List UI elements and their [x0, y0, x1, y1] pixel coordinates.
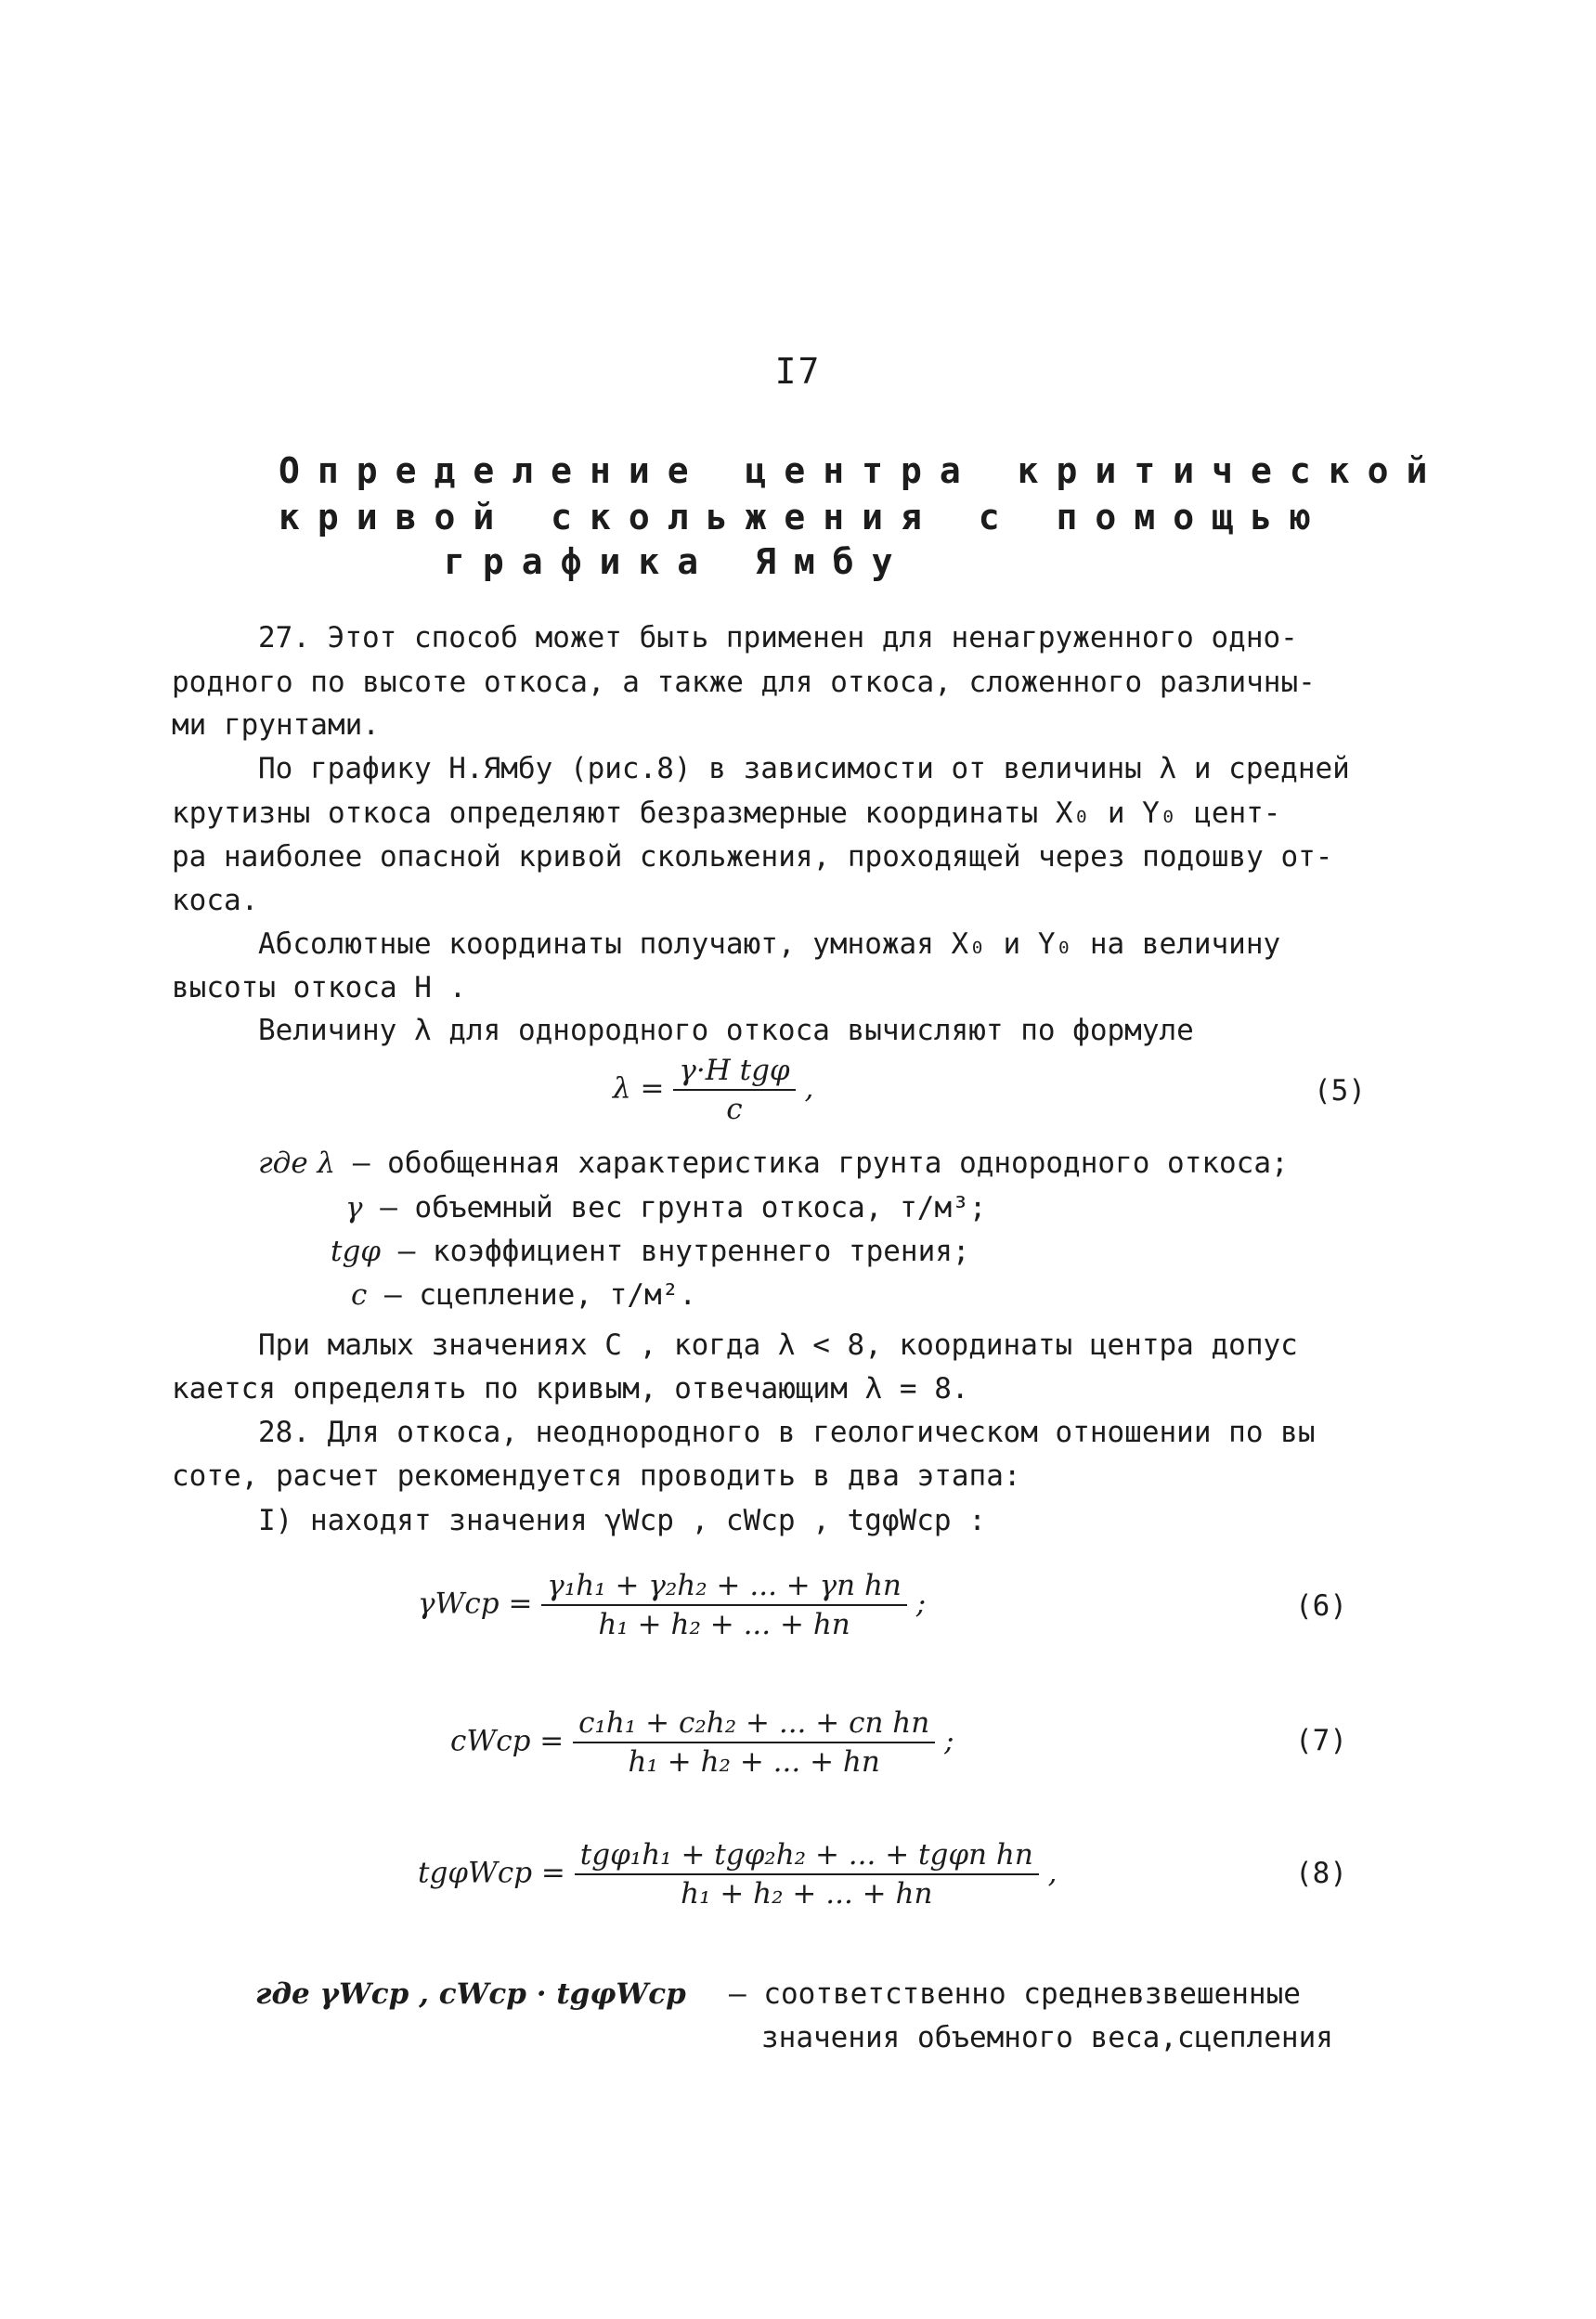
- formula-5-number: (5): [1314, 1074, 1366, 1108]
- paragraph-27-line-2: родного по высоте откоса, а также для откоса, сложенного различны-: [172, 666, 1316, 699]
- step-1: I) находят значения γWcp , cWcp , tgφWcp :: [258, 1504, 986, 1537]
- where-item-lambda-text: – обобщенная характеристика грунта однородного откоса;: [352, 1147, 1289, 1180]
- paragraph-graph-line-3: ра наиболее опасной кривой скольжения, проходящей через подошву от-: [172, 840, 1333, 874]
- section-heading-line-2: кривой скольжения с помощью: [279, 497, 1329, 538]
- paragraph-28-line-2: соте, расчет рекомендуется проводить в два этапа:: [172, 1459, 1021, 1493]
- formula-6-denominator: h₁ + h₂ + ... + hn: [598, 1608, 850, 1641]
- where-item-gamma-text: – объемный вес грунта откоса, т/м³;: [380, 1191, 987, 1224]
- where-item-lambda: [258, 1142, 1484, 1185]
- paragraph-graph-line-2: крутизны откоса определяют безразмерные координаты X₀ и Y₀ цент-: [172, 797, 1281, 830]
- formula-8-lhs: tgφWcp =: [418, 1856, 565, 1890]
- where-item-c: [351, 1274, 1577, 1316]
- formula-5: [613, 1054, 813, 1126]
- formula-8-fraction: [575, 1838, 1039, 1911]
- formula-5-tail: ,: [804, 1071, 814, 1106]
- where-item-lambda-symbol: где λ: [258, 1147, 336, 1180]
- paragraph-lambda: Величину λ для однородного откоса вычисляют по формуле: [258, 1014, 1194, 1047]
- formula-5-numerator: γ·H tgφ: [673, 1054, 795, 1091]
- formula-8-tail: ,: [1047, 1856, 1058, 1890]
- final-where-text-line-1: – соответственно средневзвешенные: [729, 1977, 1301, 2011]
- formula-7-fraction: [573, 1706, 935, 1779]
- formula-5-denominator: c: [726, 1093, 743, 1126]
- formula-6-tail: ;: [915, 1587, 927, 1621]
- where-item-c-symbol: c: [351, 1278, 368, 1312]
- section-heading-line-1: Определение центра критической: [279, 450, 1446, 491]
- where-item-c-text: – сцепление, т/м².: [384, 1278, 696, 1312]
- formula-7-tail: ;: [944, 1724, 954, 1758]
- formula-7-denominator: h₁ + h₂ + ... + hn: [628, 1745, 880, 1779]
- where-item-gamma: [345, 1186, 1571, 1229]
- formula-6-fraction: [541, 1569, 907, 1641]
- paragraph-28-line-1: 28. Для откоса, неоднородного в геологическом отношении по вы: [258, 1416, 1316, 1449]
- paragraph-small-line-1: При малых значениях C , когда λ < 8, координаты центра допус: [258, 1328, 1298, 1362]
- paragraph-27-line-1: 27. Этот способ может быть применен для ненагруженного одно-: [258, 621, 1298, 654]
- formula-7-number: (7): [1295, 1724, 1347, 1757]
- formula-6-lhs: γWcp =: [418, 1587, 533, 1621]
- formula-8-denominator: h₁ + h₂ + ... + hn: [681, 1877, 933, 1911]
- final-where-text-line-2: значения объемного веса,сцепления: [761, 2021, 1333, 2054]
- formula-6-number: (6): [1295, 1589, 1347, 1623]
- where-item-gamma-symbol: γ: [345, 1191, 363, 1224]
- paragraph-27-line-3: ми грунтами.: [172, 708, 380, 742]
- formula-8: [418, 1838, 1058, 1911]
- formula-8-numerator: tgφ₁h₁ + tgφ₂h₂ + ... + tgφn hn: [575, 1838, 1039, 1875]
- paragraph-graph-line-4: коса.: [172, 884, 259, 917]
- paragraph-absolute-line-2: высоты откоса H .: [172, 971, 467, 1004]
- formula-7-numerator: c₁h₁ + c₂h₂ + ... + cn hn: [573, 1706, 935, 1743]
- formula-7: [450, 1706, 954, 1779]
- where-item-tgphi: [331, 1230, 1556, 1273]
- formula-5-fraction: [673, 1054, 795, 1126]
- formula-6-numerator: γ₁h₁ + γ₂h₂ + ... + γn hn: [541, 1569, 907, 1606]
- paragraph-absolute-line-1: Абсолютные координаты получают, умножая X₀ и Y₀ на величину: [258, 927, 1281, 961]
- where-item-tgphi-symbol: tgφ: [331, 1235, 382, 1268]
- paragraph-graph-line-1: По графику Н.Ямбу (рис.8) в зависимости от величины λ и средней: [258, 752, 1350, 785]
- where-item-tgphi-text: – коэффициент внутреннего трения;: [397, 1235, 970, 1268]
- final-where-symbol-list: где γWcp , cWcp · tgφWcp: [255, 1977, 686, 2011]
- formula-8-number: (8): [1295, 1857, 1347, 1890]
- section-heading-line-3: графика Ямбу: [444, 541, 911, 582]
- paragraph-small-line-2: кается определять по кривым, отвечающим λ = 8.: [172, 1372, 969, 1406]
- page-number: I7: [774, 351, 822, 392]
- formula-5-lhs: λ =: [613, 1071, 665, 1106]
- formula-6: [418, 1569, 926, 1641]
- formula-7-lhs: cWcp =: [450, 1724, 564, 1758]
